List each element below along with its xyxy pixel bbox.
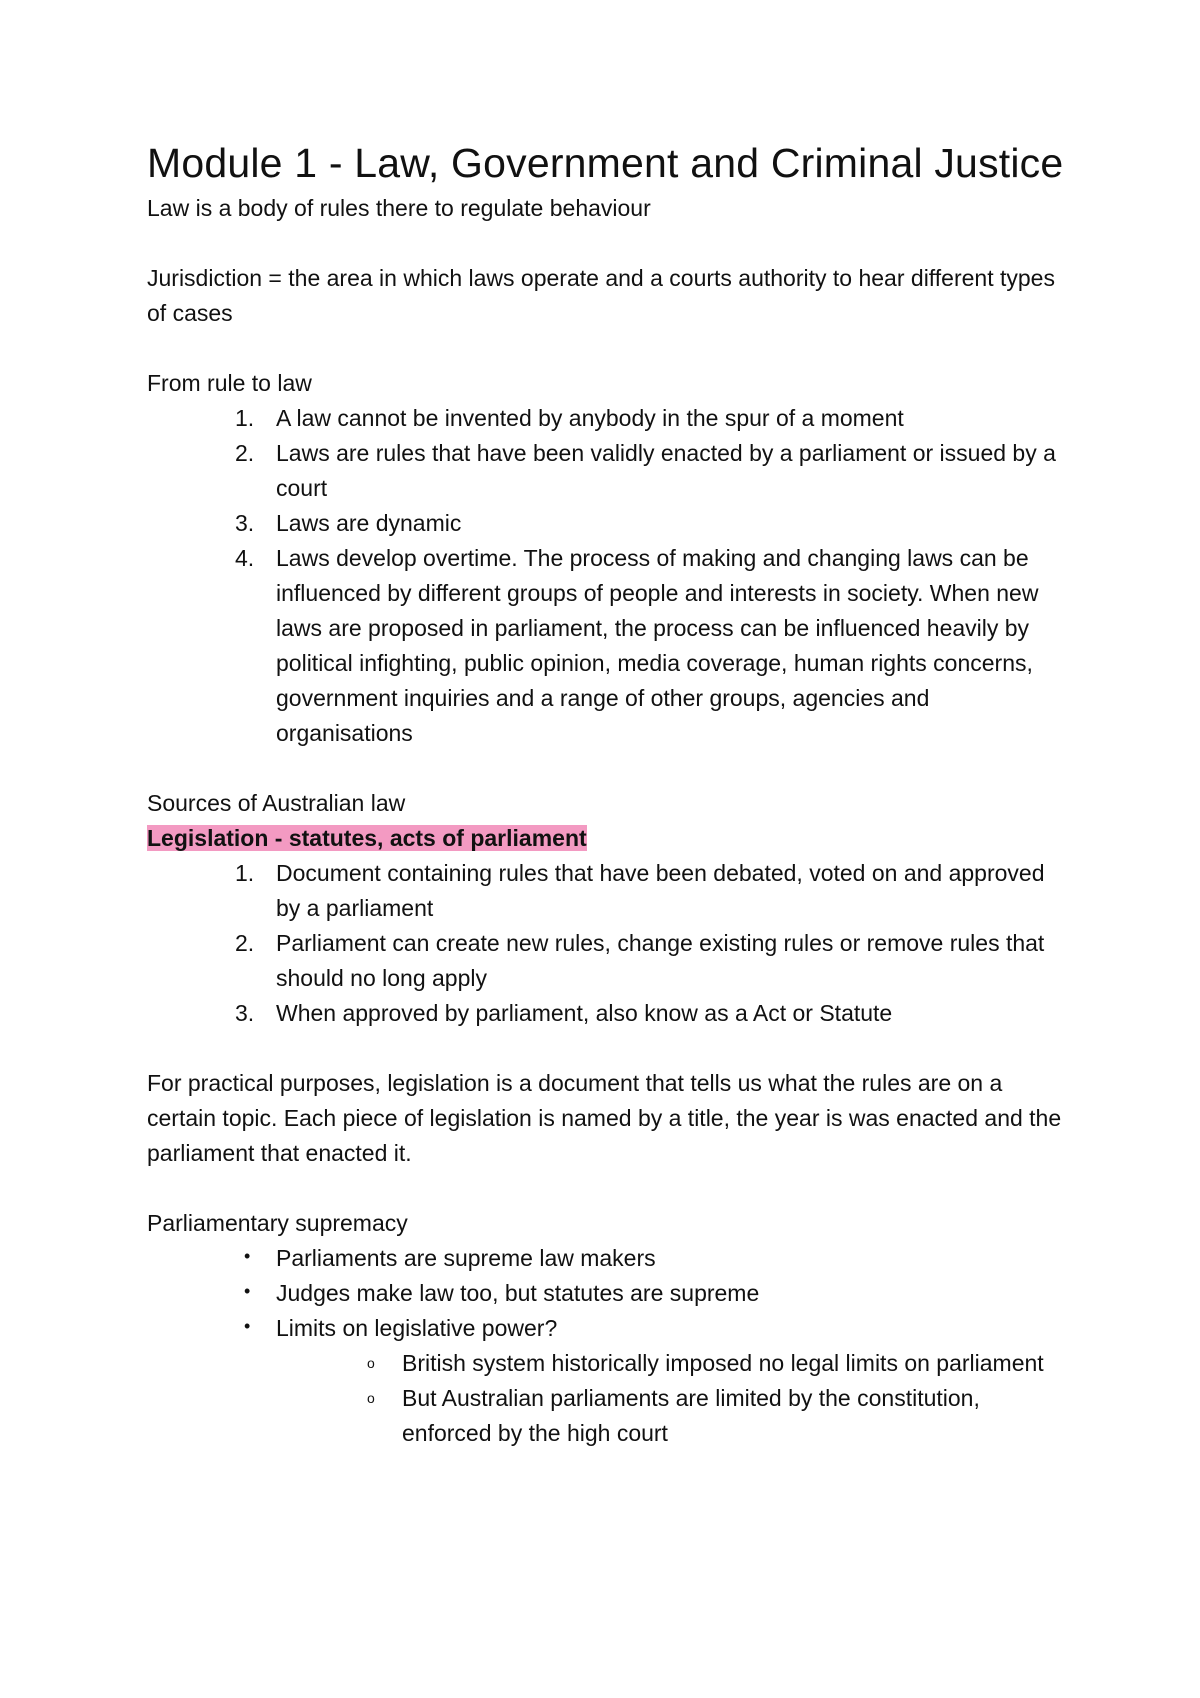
bullet-icon: •: [244, 1316, 251, 1336]
rule-to-law-heading: From rule to law: [147, 370, 312, 396]
list-item: [147, 506, 1067, 541]
list-item: [147, 401, 1067, 436]
sub-list-item: [147, 1346, 1067, 1381]
list-item-text: British system historically imposed no legal limits on parliament: [402, 1350, 1044, 1376]
list-item-text: Parliament can create new rules, change existing rules or remove rules that should no long apply: [276, 930, 1045, 991]
supremacy-heading: Parliamentary supremacy: [147, 1210, 408, 1236]
spacer: [147, 1031, 1067, 1066]
legislation-heading: Legislation - statutes, acts of parliament: [147, 825, 587, 851]
sources-heading: Sources of Australian law: [147, 790, 406, 816]
sub-list-item: [147, 1381, 1067, 1451]
list-item: [147, 1241, 1067, 1276]
spacer: [147, 751, 1067, 786]
rule-to-law-list: [147, 401, 1067, 751]
supremacy-list: [147, 1241, 1067, 1451]
list-item-text: When approved by parliament, also know as a Act or Statute: [276, 1000, 893, 1026]
list-item-text: Laws develop overtime. The process of making and changing laws can be influenced by different groups of people and interests in society. When new laws are proposed in parliament, the process can be influenced heavily by political infighting, public opinion, media coverage, human rights concerns, government inquiries and a range of other groups, agencies and organisations: [276, 545, 1039, 746]
list-item: [147, 996, 1067, 1031]
jurisdiction-paragraph: Jurisdiction = the area in which laws operate and a courts authority to hear different types of cases: [147, 265, 1055, 326]
list-item: [147, 541, 1067, 751]
list-item-text: But Australian parliaments are limited by the constitution, enforced by the high court: [402, 1385, 980, 1446]
spacer: [147, 1171, 1067, 1206]
spacer: [147, 226, 1067, 261]
list-number: 1.: [235, 405, 255, 431]
legislation-heading-line: [147, 821, 1067, 856]
list-item-text: Limits on legislative power?: [276, 1315, 558, 1341]
list-item-text: Laws are rules that have been validly enacted by a parliament or issued by a court: [276, 440, 1056, 501]
bullet-icon: •: [244, 1281, 251, 1301]
list-item-text: A law cannot be invented by anybody in the spur of a moment: [276, 405, 904, 431]
list-number: 2.: [235, 930, 255, 956]
list-item: [147, 1311, 1067, 1346]
list-number: 1.: [235, 860, 255, 886]
list-number: 4.: [235, 545, 255, 571]
practical-paragraph: For practical purposes, legislation is a document that tells us what the rules are on a certain topic. Each piece of legislation is named by a title, the year is was enacted and the parliament that enacted it.: [147, 1070, 1062, 1166]
list-item-text: Parliaments are supreme law makers: [276, 1245, 656, 1271]
intro-paragraph: Law is a body of rules there to regulate behaviour: [147, 195, 651, 221]
list-number: 2.: [235, 440, 255, 466]
document-page: [147, 140, 1067, 1451]
list-item: [147, 436, 1067, 506]
list-item-text: Document containing rules that have been debated, voted on and approved by a parliament: [276, 860, 1045, 921]
circle-bullet-icon: o: [367, 1355, 375, 1371]
legislation-list: [147, 856, 1067, 1031]
page-title: Module 1 - Law, Government and Criminal Justice: [147, 140, 1064, 186]
bullet-icon: •: [244, 1246, 251, 1266]
list-item: [147, 926, 1067, 996]
list-number: 3.: [235, 1000, 255, 1026]
circle-bullet-icon: o: [367, 1390, 375, 1406]
list-item: [147, 1276, 1067, 1311]
spacer: [147, 331, 1067, 366]
list-item-text: Judges make law too, but statutes are supreme: [276, 1280, 760, 1306]
list-item-text: Laws are dynamic: [276, 510, 462, 536]
list-number: 3.: [235, 510, 255, 536]
list-item: [147, 856, 1067, 926]
